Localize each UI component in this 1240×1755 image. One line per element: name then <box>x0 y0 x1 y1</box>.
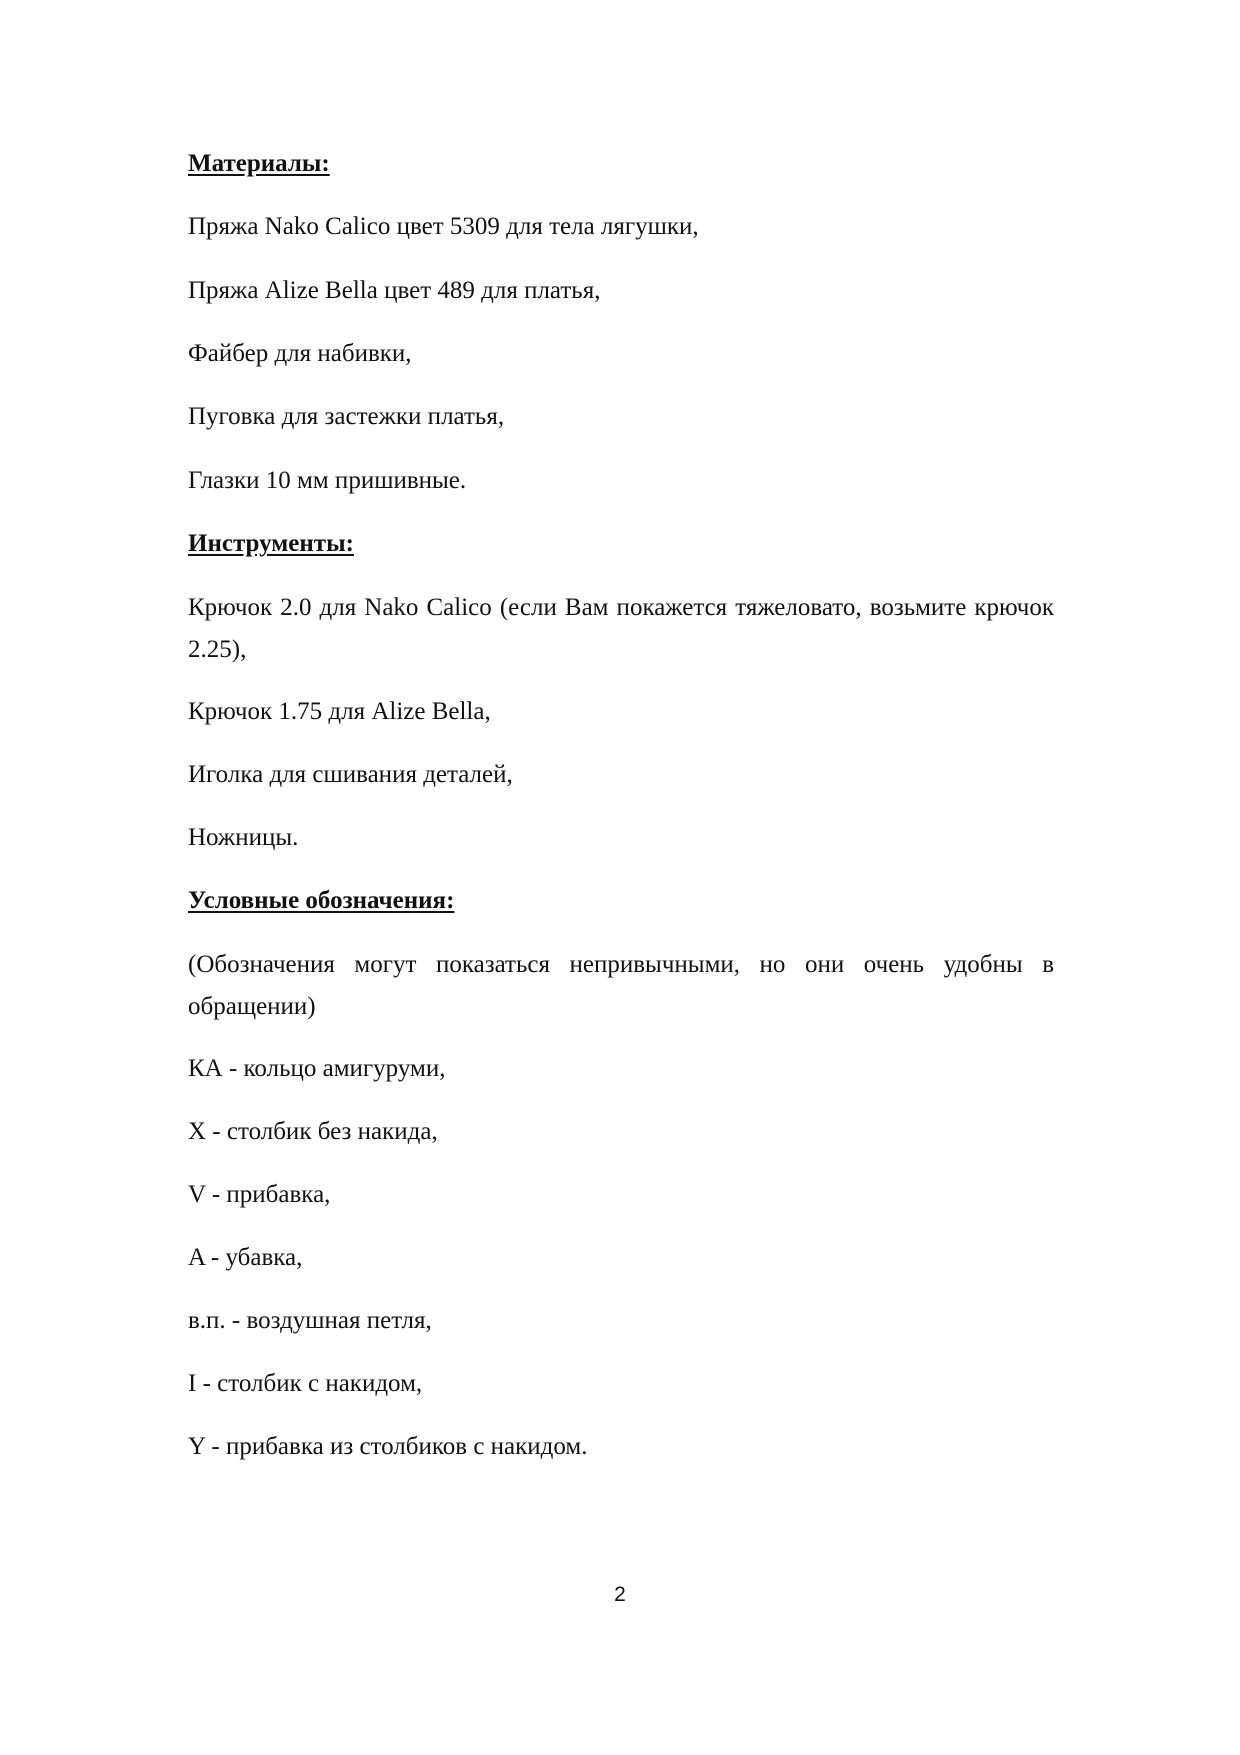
materials-heading: Материалы: <box>188 150 330 177</box>
legend-item: Y - прибавка из столбиков с накидом. <box>188 1433 588 1460</box>
tools-item: Крючок 1.75 для Alize Bella, <box>188 698 491 725</box>
materials-item: Пуговка для застежки платья, <box>188 403 505 430</box>
legend-heading: Условные обозначения: <box>188 887 455 914</box>
materials-item: Пряжа Nako Calico цвет 5309 для тела лягушки, <box>188 213 699 240</box>
page-number: 2 <box>614 1583 626 1606</box>
materials-item: Глазки 10 мм пришивные. <box>188 467 467 494</box>
legend-item: X - столбик без накида, <box>188 1118 438 1145</box>
tools-heading: Инструменты: <box>188 530 354 557</box>
materials-item: Файбер для набивки, <box>188 340 412 367</box>
tools-item: Иголка для сшивания деталей, <box>188 761 513 788</box>
materials-item: Пряжа Alize Bella цвет 489 для платья, <box>188 277 601 304</box>
legend-item: V - прибавка, <box>188 1181 331 1208</box>
legend-item: I - столбик с накидом, <box>188 1370 423 1397</box>
tools-item: Ножницы. <box>188 824 299 851</box>
legend-item: КА - кольцо амигуруми, <box>188 1055 446 1082</box>
tools-item: Крючок 2.0 для Nako Calico (если Вам покажется тяжеловато, возьмите крючок 2.25), <box>188 594 1054 663</box>
legend-item: в.п. - воздушная петля, <box>188 1307 432 1334</box>
legend-item: A - убавка, <box>188 1244 303 1271</box>
legend-note: (Обозначения могут показаться непривычными, но они очень удобны в обращении) <box>188 951 1054 1020</box>
